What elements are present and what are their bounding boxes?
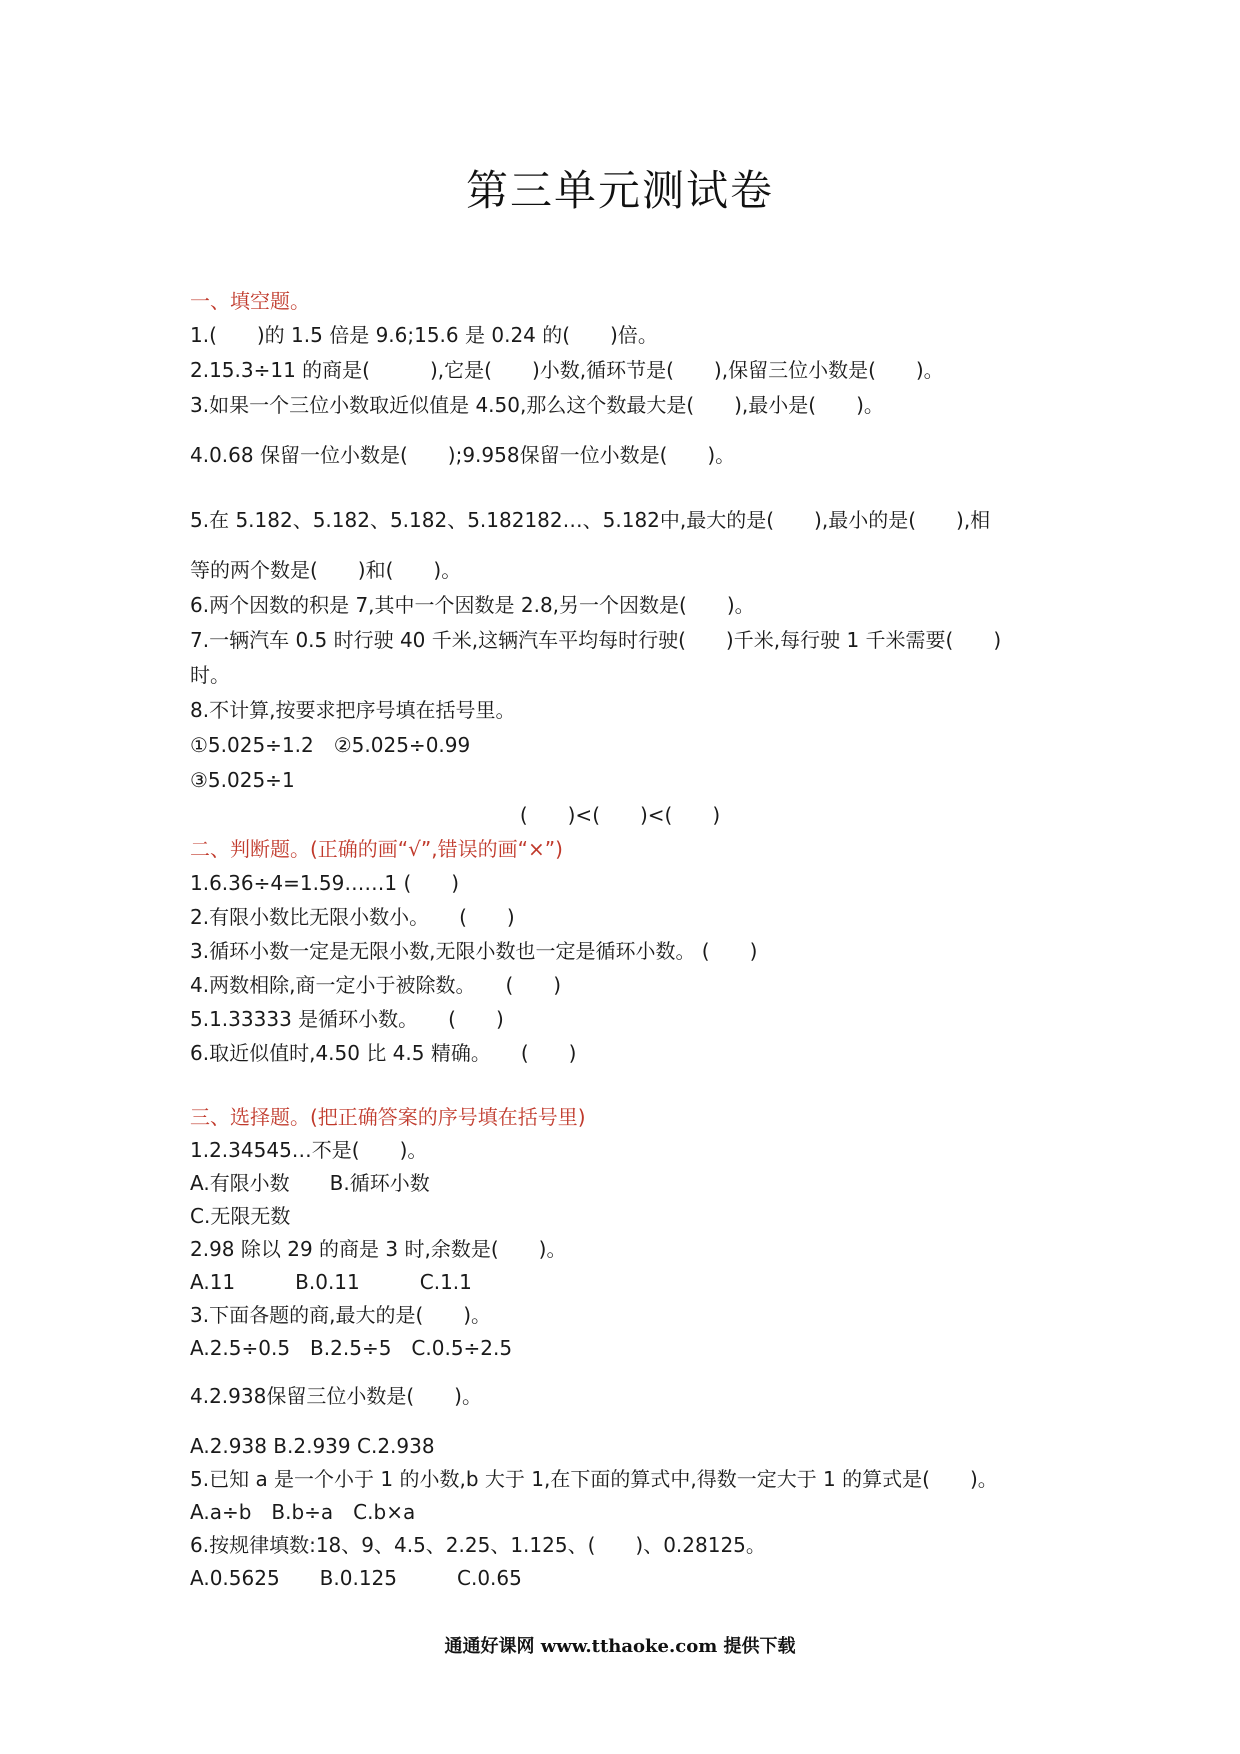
choice-line: A.0.5625 B.0.125 C.0.65 xyxy=(190,1566,522,1590)
order-answer-line: ( )<( )<( ) xyxy=(519,803,721,827)
question-line: 2.15.3÷11 的商是( ),它是( )小数,循环节是( ),保留三位小数是( )。 xyxy=(190,358,944,382)
choice-line: A.2.5÷0.5 B.2.5÷5 C.0.5÷2.5 xyxy=(190,1336,513,1360)
question-line: 3.下面各题的商,最大的是( )。 xyxy=(190,1303,492,1327)
question-line: 5.1.33333 是循环小数。 ( ) xyxy=(190,1007,504,1031)
choice-line: A.2.938 B.2.939 C.2.938 xyxy=(190,1434,435,1458)
question-line: 6.取近似值时,4.50 比 4.5 精确。 ( ) xyxy=(190,1041,577,1065)
question-line: 4.两数相除,商一定小于被除数。 ( ) xyxy=(190,973,562,997)
question-line: 5.已知 a 是一个小于 1 的小数,b 大于 1,在下面的算式中,得数一定大于 1 的算式是( )。 xyxy=(190,1467,998,1491)
section-1-heading: 一、填空题。 xyxy=(190,289,310,313)
question-line: 6.按规律填数:18、9、4.5、2.25、1.125、( )、0.28125。 xyxy=(190,1533,766,1557)
question-line: 5.在 5.182、5.182、5.182、5.182182…、5.182中,最大的是( ),最小的是( ),相 xyxy=(190,508,991,532)
choice-line: A.a÷b B.b÷a C.b×a xyxy=(190,1500,416,1524)
question-line: 2.有限小数比无限小数小。 ( ) xyxy=(190,905,515,929)
choice-line: A.有限小数 B.循环小数 xyxy=(190,1171,430,1195)
footer-credit: 通通好课网 www.tthaoke.com 提供下载 xyxy=(444,1636,796,1657)
question-line: 3.如果一个三位小数取近似值是 4.50,那么这个数最大是( ),最小是( )。 xyxy=(190,393,884,417)
question-line: ③5.025÷1 xyxy=(190,768,295,792)
question-line: 4.0.68 保留一位小数是( );9.958保留一位小数是( )。 xyxy=(190,443,736,467)
question-line: 1.( )的 1.5 倍是 9.6;15.6 是 0.24 的( )倍。 xyxy=(190,323,658,347)
question-line: 4.2.938保留三位小数是( )。 xyxy=(190,1384,482,1408)
page-title: 第三单元测试卷 xyxy=(465,166,774,215)
question-line: 等的两个数是( )和( )。 xyxy=(190,558,462,582)
section-3-heading: 三、选择题。(把正确答案的序号填在括号里) xyxy=(190,1105,586,1129)
question-line: ①5.025÷1.2 ②5.025÷0.99 xyxy=(190,733,471,757)
question-line: 7.一辆汽车 0.5 时行驶 40 千米,这辆汽车平均每时行驶( )千米,每行驶 1 千米需要( ) xyxy=(190,628,1002,652)
question-line: 8.不计算,按要求把序号填在括号里。 xyxy=(190,698,516,722)
question-line: 1.6.36÷4=1.59……1 ( ) xyxy=(190,871,460,895)
section-2-heading: 二、判断题。(正确的画“√”,错误的画“×”) xyxy=(190,837,563,861)
choice-line: C.无限无数 xyxy=(190,1204,291,1228)
question-line: 2.98 除以 29 的商是 3 时,余数是( )。 xyxy=(190,1237,567,1261)
question-line: 1.2.34545…不是( )。 xyxy=(190,1138,428,1162)
question-line: 3.循环小数一定是无限小数,无限小数也一定是循环小数。 ( ) xyxy=(190,939,758,963)
choice-line: A.11 B.0.11 C.1.1 xyxy=(190,1270,472,1294)
question-line: 时。 xyxy=(190,663,230,687)
question-line: 6.两个因数的积是 7,其中一个因数是 2.8,另一个因数是( )。 xyxy=(190,593,755,617)
